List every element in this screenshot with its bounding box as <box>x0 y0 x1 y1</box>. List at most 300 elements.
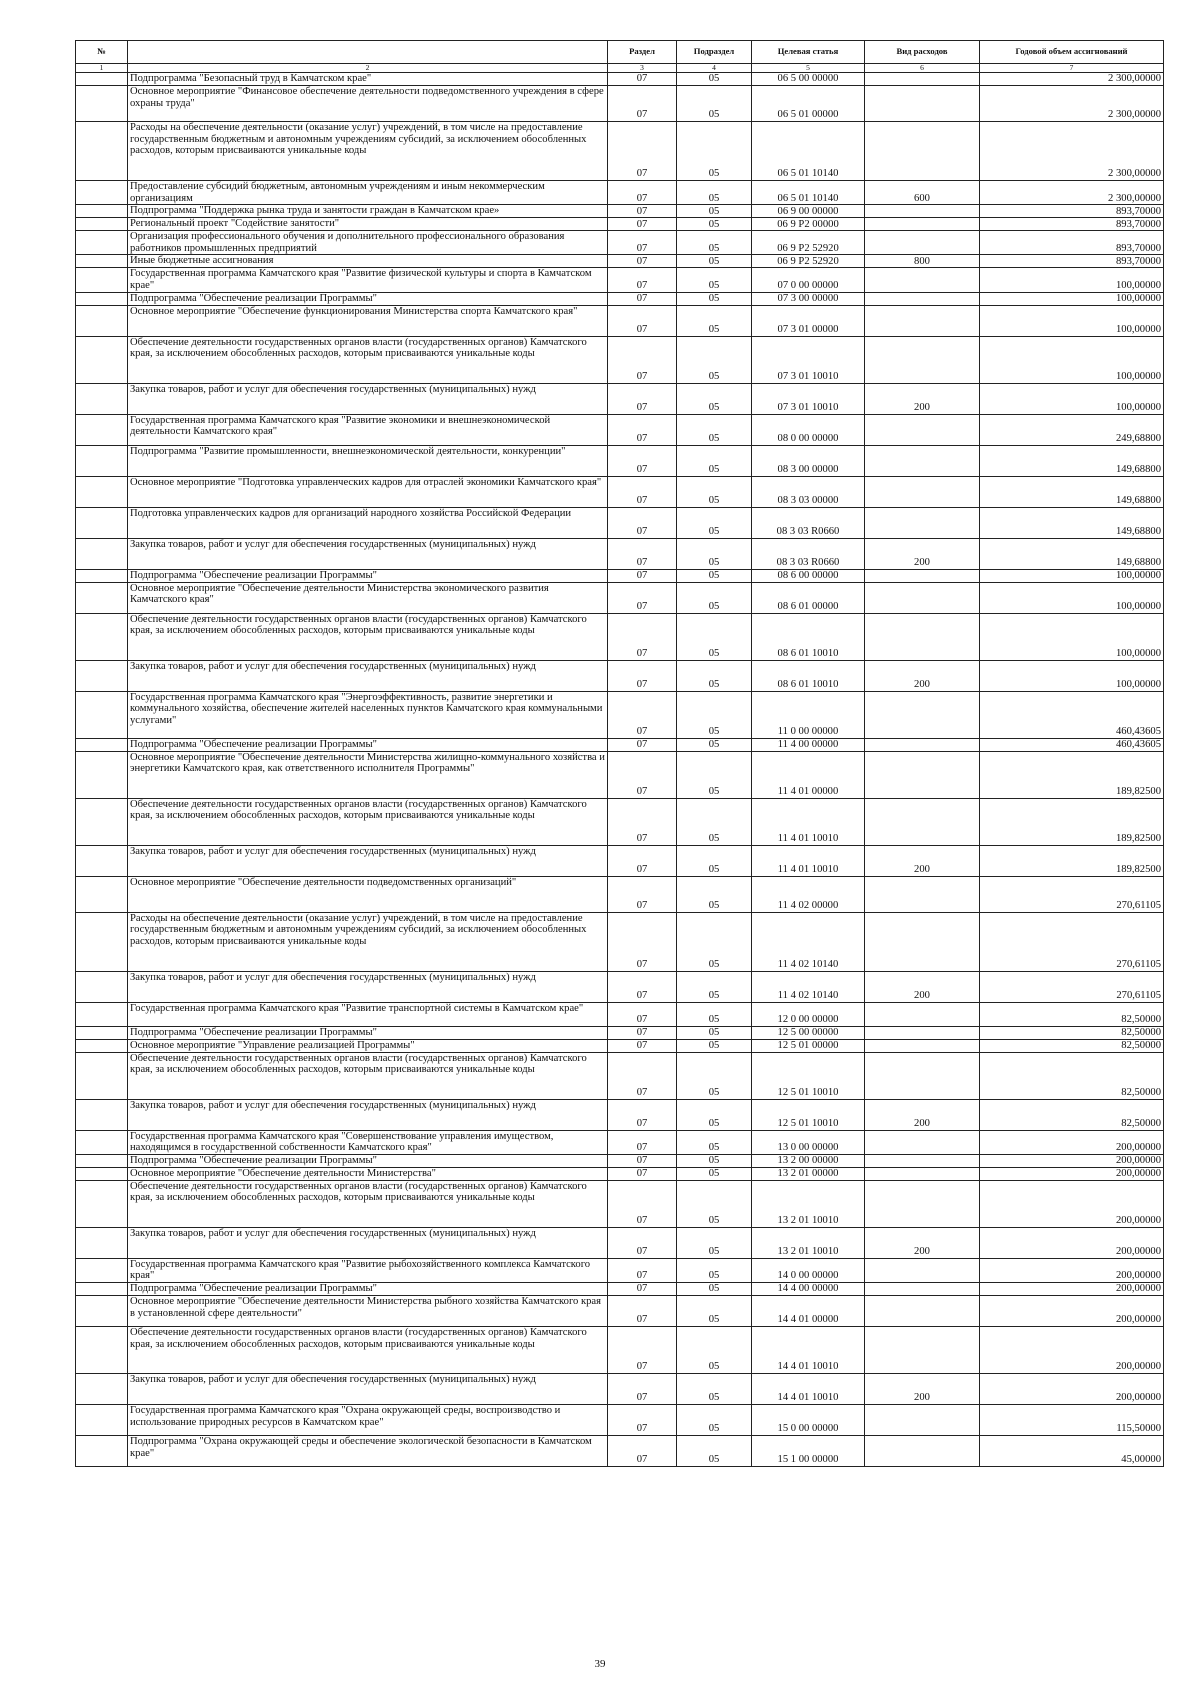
cell-section: 07 <box>608 1258 677 1282</box>
header-expense-type: Вид расходов <box>865 41 980 64</box>
cell-expense-type: 200 <box>865 660 980 691</box>
cell-no <box>76 336 128 383</box>
cell-amount: 82,50000 <box>980 1002 1164 1026</box>
cell-name: Основное мероприятие "Обеспечение деятельности Министерства экономического развития Камчатского края" <box>128 582 608 613</box>
cell-subsection: 05 <box>677 691 752 738</box>
cell-subsection: 05 <box>677 1326 752 1373</box>
header-target-article: Целевая статья <box>752 41 865 64</box>
cell-subsection: 05 <box>677 268 752 292</box>
table-row <box>76 845 1164 876</box>
cell-subsection: 05 <box>677 876 752 912</box>
cell-section: 07 <box>608 218 677 231</box>
cell-name: Подпрограмма "Обеспечение реализации Программы" <box>128 738 608 751</box>
cell-target-article: 14 4 00 00000 <box>752 1282 865 1295</box>
cell-name: Расходы на обеспечение деятельности (оказание услуг) учреждений, в том числе на предоставление государственным бюджетным и автономным учреждениям субсидий, за исключением обособленных расходов, которым присваиваются уникальные коды <box>128 122 608 181</box>
cell-subsection: 05 <box>677 738 752 751</box>
cell-target-article: 08 0 00 00000 <box>752 414 865 445</box>
cell-no <box>76 1180 128 1227</box>
table-row <box>76 876 1164 912</box>
cell-no <box>76 1326 128 1373</box>
cell-amount: 200,00000 <box>980 1130 1164 1154</box>
cell-name: Государственная программа Камчатского края "Охрана окружающей среды, воспроизводство и использование природных ресурсов в Камчатском крае" <box>128 1404 608 1435</box>
header-no: № <box>76 41 128 64</box>
cell-target-article: 08 3 03 R0660 <box>752 507 865 538</box>
cell-amount: 2 300,00000 <box>980 122 1164 181</box>
cell-target-article: 12 5 01 10010 <box>752 1052 865 1099</box>
cell-amount: 100,00000 <box>980 336 1164 383</box>
cell-section: 07 <box>608 1227 677 1258</box>
cell-expense-type <box>865 798 980 845</box>
cell-no <box>76 538 128 569</box>
cell-name: Основное мероприятие "Обеспечение деятельности подведомственных организаций" <box>128 876 608 912</box>
cell-section: 07 <box>608 476 677 507</box>
cell-no <box>76 292 128 305</box>
cell-subsection: 05 <box>677 414 752 445</box>
cell-subsection: 05 <box>677 912 752 971</box>
cell-subsection: 05 <box>677 73 752 86</box>
cell-amount: 2 300,00000 <box>980 86 1164 122</box>
table-row <box>76 582 1164 613</box>
cell-target-article: 11 4 01 00000 <box>752 751 865 798</box>
cell-subsection: 05 <box>677 205 752 218</box>
cell-amount: 100,00000 <box>980 305 1164 336</box>
table-row <box>76 1052 1164 1099</box>
cell-no <box>76 1258 128 1282</box>
cell-expense-type: 200 <box>865 971 980 1002</box>
cell-section: 07 <box>608 86 677 122</box>
cell-no <box>76 798 128 845</box>
cell-expense-type: 600 <box>865 181 980 205</box>
table-row <box>76 1180 1164 1227</box>
cell-name: Подпрограмма "Обеспечение реализации Программы" <box>128 569 608 582</box>
table-row <box>76 1039 1164 1052</box>
table-row <box>76 336 1164 383</box>
cell-no <box>76 218 128 231</box>
cell-subsection: 05 <box>677 1002 752 1026</box>
cell-target-article: 11 4 02 10140 <box>752 971 865 1002</box>
cell-section: 07 <box>608 414 677 445</box>
cell-section: 07 <box>608 798 677 845</box>
cell-subsection: 05 <box>677 1373 752 1404</box>
cell-amount: 270,61105 <box>980 876 1164 912</box>
cell-target-article: 07 3 01 10010 <box>752 336 865 383</box>
cell-name: Подпрограмма "Обеспечение реализации Программы" <box>128 1282 608 1295</box>
table-row <box>76 691 1164 738</box>
cell-amount: 100,00000 <box>980 569 1164 582</box>
cell-target-article: 06 5 00 00000 <box>752 73 865 86</box>
cell-subsection: 05 <box>677 86 752 122</box>
cell-target-article: 06 9 P2 52920 <box>752 231 865 255</box>
cell-section: 07 <box>608 1167 677 1180</box>
cell-no <box>76 86 128 122</box>
cell-target-article: 14 4 01 10010 <box>752 1373 865 1404</box>
cell-name: Государственная программа Камчатского края "Энергоэффективность, развитие энергетики и коммунального хозяйства, обеспечение жителей населенных пунктов Камчатского края коммунальными услугами" <box>128 691 608 738</box>
table-row <box>76 205 1164 218</box>
cell-target-article: 08 6 01 10010 <box>752 613 865 660</box>
table-row <box>76 613 1164 660</box>
cell-target-article: 11 0 00 00000 <box>752 691 865 738</box>
cell-section: 07 <box>608 1404 677 1435</box>
cell-expense-type <box>865 1039 980 1052</box>
column-number: 7 <box>980 64 1164 73</box>
table-row <box>76 255 1164 268</box>
header-subsection: Подраздел <box>677 41 752 64</box>
cell-amount: 893,70000 <box>980 218 1164 231</box>
cell-amount: 100,00000 <box>980 660 1164 691</box>
cell-section: 07 <box>608 383 677 414</box>
cell-subsection: 05 <box>677 660 752 691</box>
cell-amount: 149,68800 <box>980 538 1164 569</box>
column-number: 5 <box>752 64 865 73</box>
cell-no <box>76 1026 128 1039</box>
cell-expense-type <box>865 1435 980 1466</box>
cell-section: 07 <box>608 569 677 582</box>
cell-subsection: 05 <box>677 181 752 205</box>
cell-target-article: 08 3 00 00000 <box>752 445 865 476</box>
cell-name: Иные бюджетные ассигнования <box>128 255 608 268</box>
cell-amount: 893,70000 <box>980 205 1164 218</box>
table-row <box>76 1167 1164 1180</box>
cell-no <box>76 1435 128 1466</box>
cell-subsection: 05 <box>677 1167 752 1180</box>
table-row <box>76 1002 1164 1026</box>
cell-subsection: 05 <box>677 445 752 476</box>
cell-section: 07 <box>608 1039 677 1052</box>
cell-target-article: 06 9 P2 00000 <box>752 218 865 231</box>
cell-amount: 149,68800 <box>980 445 1164 476</box>
cell-no <box>76 305 128 336</box>
cell-expense-type <box>865 1282 980 1295</box>
cell-subsection: 05 <box>677 336 752 383</box>
cell-name: Подпрограмма "Обеспечение реализации Программы" <box>128 1026 608 1039</box>
table-row <box>76 1282 1164 1295</box>
cell-amount: 893,70000 <box>980 255 1164 268</box>
cell-no <box>76 1099 128 1130</box>
cell-subsection: 05 <box>677 798 752 845</box>
cell-target-article: 15 0 00 00000 <box>752 1404 865 1435</box>
cell-subsection: 05 <box>677 305 752 336</box>
cell-expense-type <box>865 305 980 336</box>
cell-name: Основное мероприятие "Обеспечение деятельности Министерства рыбного хозяйства Камчатского края в установленной сфере деятельности" <box>128 1295 608 1326</box>
cell-no <box>76 1295 128 1326</box>
cell-expense-type <box>865 73 980 86</box>
cell-no <box>76 1039 128 1052</box>
table-row <box>76 798 1164 845</box>
cell-expense-type: 200 <box>865 845 980 876</box>
cell-expense-type <box>865 1052 980 1099</box>
cell-amount: 82,50000 <box>980 1039 1164 1052</box>
cell-name: Обеспечение деятельности государственных органов власти (государственных органов) Камчатского края, за исключением обособленных расходов, которым присваиваются уникальные коды <box>128 613 608 660</box>
cell-expense-type <box>865 876 980 912</box>
cell-no <box>76 582 128 613</box>
table-row <box>76 569 1164 582</box>
cell-name: Обеспечение деятельности государственных органов власти (государственных органов) Камчатского края, за исключением обособленных расходов, которым присваиваются уникальные коды <box>128 798 608 845</box>
cell-expense-type <box>865 205 980 218</box>
cell-no <box>76 255 128 268</box>
cell-expense-type <box>865 613 980 660</box>
cell-target-article: 08 6 00 00000 <box>752 569 865 582</box>
cell-target-article: 11 4 02 00000 <box>752 876 865 912</box>
cell-name: Закупка товаров, работ и услуг для обеспечения государственных (муниципальных) нужд <box>128 1373 608 1404</box>
cell-no <box>76 738 128 751</box>
cell-amount: 189,82500 <box>980 845 1164 876</box>
cell-no <box>76 476 128 507</box>
cell-expense-type <box>865 1154 980 1167</box>
cell-expense-type <box>865 1167 980 1180</box>
cell-expense-type <box>865 1404 980 1435</box>
cell-section: 07 <box>608 181 677 205</box>
cell-subsection: 05 <box>677 507 752 538</box>
cell-subsection: 05 <box>677 1099 752 1130</box>
cell-amount: 100,00000 <box>980 383 1164 414</box>
cell-name: Государственная программа Камчатского края "Совершенствование управления имуществом, находящимся в государственной собственности Камчатского края" <box>128 1130 608 1154</box>
cell-no <box>76 231 128 255</box>
cell-amount: 200,00000 <box>980 1258 1164 1282</box>
table-row <box>76 971 1164 1002</box>
cell-name: Обеспечение деятельности государственных органов власти (государственных органов) Камчатского края, за исключением обособленных расходов, которым присваиваются уникальные коды <box>128 1052 608 1099</box>
cell-target-article: 15 1 00 00000 <box>752 1435 865 1466</box>
cell-amount: 82,50000 <box>980 1052 1164 1099</box>
cell-expense-type <box>865 86 980 122</box>
cell-no <box>76 1167 128 1180</box>
cell-expense-type <box>865 1002 980 1026</box>
cell-section: 07 <box>608 1295 677 1326</box>
table-row <box>76 445 1164 476</box>
cell-amount: 100,00000 <box>980 613 1164 660</box>
table-row <box>76 660 1164 691</box>
cell-no <box>76 1052 128 1099</box>
table-row <box>76 1130 1164 1154</box>
cell-section: 07 <box>608 1130 677 1154</box>
table-row <box>76 1373 1164 1404</box>
cell-amount: 82,50000 <box>980 1099 1164 1130</box>
cell-expense-type <box>865 1326 980 1373</box>
cell-section: 07 <box>608 268 677 292</box>
cell-amount: 249,68800 <box>980 414 1164 445</box>
cell-subsection: 05 <box>677 1258 752 1282</box>
cell-subsection: 05 <box>677 538 752 569</box>
cell-name: Основное мероприятие "Управление реализацией Программы" <box>128 1039 608 1052</box>
cell-name: Основное мероприятие "Обеспечение деятельности Министерства жилищно-коммунального хозяйства и энергетики Камчатского края, как ответственного исполнителя Программы" <box>128 751 608 798</box>
cell-target-article: 14 0 00 00000 <box>752 1258 865 1282</box>
cell-no <box>76 73 128 86</box>
cell-expense-type: 200 <box>865 538 980 569</box>
cell-no <box>76 507 128 538</box>
cell-no <box>76 1227 128 1258</box>
cell-expense-type: 200 <box>865 1227 980 1258</box>
table-row <box>76 538 1164 569</box>
table-row <box>76 1404 1164 1435</box>
cell-section: 07 <box>608 876 677 912</box>
cell-expense-type <box>865 218 980 231</box>
cell-name: Подпрограмма "Охрана окружающей среды и обеспечение экологической безопасности в Камчатском крае" <box>128 1435 608 1466</box>
cell-no <box>76 1002 128 1026</box>
cell-subsection: 05 <box>677 582 752 613</box>
column-number: 2 <box>128 64 608 73</box>
cell-amount: 200,00000 <box>980 1373 1164 1404</box>
cell-target-article: 08 3 03 R0660 <box>752 538 865 569</box>
cell-section: 07 <box>608 738 677 751</box>
cell-subsection: 05 <box>677 122 752 181</box>
table-body <box>76 73 1164 1467</box>
cell-subsection: 05 <box>677 1180 752 1227</box>
cell-expense-type <box>865 751 980 798</box>
cell-no <box>76 1130 128 1154</box>
cell-name: Государственная программа Камчатского края "Развитие физической культуры и спорта в Камчатском крае" <box>128 268 608 292</box>
cell-expense-type <box>865 912 980 971</box>
table-row <box>76 181 1164 205</box>
cell-target-article: 07 3 01 00000 <box>752 305 865 336</box>
cell-amount: 200,00000 <box>980 1154 1164 1167</box>
table-row <box>76 122 1164 181</box>
cell-name: Подготовка управленческих кадров для организаций народного хозяйства Российской Федерации <box>128 507 608 538</box>
cell-subsection: 05 <box>677 1435 752 1466</box>
cell-amount: 149,68800 <box>980 507 1164 538</box>
table-row <box>76 1026 1164 1039</box>
cell-no <box>76 845 128 876</box>
cell-no <box>76 414 128 445</box>
table-row <box>76 268 1164 292</box>
cell-no <box>76 1282 128 1295</box>
cell-expense-type <box>865 292 980 305</box>
cell-expense-type <box>865 476 980 507</box>
table-row <box>76 1326 1164 1373</box>
cell-section: 07 <box>608 660 677 691</box>
cell-name: Организация профессионального обучения и дополнительного профессионального образования работников промышленных предприятий <box>128 231 608 255</box>
cell-subsection: 05 <box>677 1154 752 1167</box>
cell-amount: 100,00000 <box>980 582 1164 613</box>
cell-amount: 200,00000 <box>980 1295 1164 1326</box>
cell-subsection: 05 <box>677 1227 752 1258</box>
column-number-row <box>76 64 1164 73</box>
cell-amount: 2 300,00000 <box>980 181 1164 205</box>
cell-expense-type <box>865 569 980 582</box>
table-row <box>76 73 1164 86</box>
cell-section: 07 <box>608 1099 677 1130</box>
cell-section: 07 <box>608 845 677 876</box>
cell-target-article: 08 3 03 00000 <box>752 476 865 507</box>
cell-subsection: 05 <box>677 1026 752 1039</box>
cell-expense-type <box>865 1258 980 1282</box>
cell-section: 07 <box>608 613 677 660</box>
table-row <box>76 1154 1164 1167</box>
table-row <box>76 1227 1164 1258</box>
cell-amount: 200,00000 <box>980 1282 1164 1295</box>
cell-subsection: 05 <box>677 971 752 1002</box>
cell-section: 07 <box>608 507 677 538</box>
cell-subsection: 05 <box>677 218 752 231</box>
cell-expense-type <box>865 414 980 445</box>
column-number: 1 <box>76 64 128 73</box>
cell-name: Подпрограмма "Безопасный труд в Камчатском крае" <box>128 73 608 86</box>
cell-amount: 200,00000 <box>980 1167 1164 1180</box>
cell-expense-type <box>865 1180 980 1227</box>
cell-name: Основное мероприятие "Финансовое обеспечение деятельности подведомственного учреждения в сфере охраны труда" <box>128 86 608 122</box>
table-row <box>76 383 1164 414</box>
cell-subsection: 05 <box>677 231 752 255</box>
table-row <box>76 86 1164 122</box>
table-row <box>76 1258 1164 1282</box>
cell-target-article: 14 4 01 10010 <box>752 1326 865 1373</box>
cell-expense-type <box>865 336 980 383</box>
cell-subsection: 05 <box>677 751 752 798</box>
cell-expense-type <box>865 1295 980 1326</box>
header-section: Раздел <box>608 41 677 64</box>
cell-target-article: 12 0 00 00000 <box>752 1002 865 1026</box>
cell-amount: 2 300,00000 <box>980 73 1164 86</box>
cell-expense-type <box>865 507 980 538</box>
cell-target-article: 12 5 00 00000 <box>752 1026 865 1039</box>
cell-section: 07 <box>608 73 677 86</box>
cell-name: Расходы на обеспечение деятельности (оказание услуг) учреждений, в том числе на предоставление государственным бюджетным и автономным учреждениям субсидий, за исключением обособленных расходов, которым присваиваются уникальные коды <box>128 912 608 971</box>
cell-no <box>76 122 128 181</box>
cell-expense-type <box>865 231 980 255</box>
cell-no <box>76 1154 128 1167</box>
cell-section: 07 <box>608 255 677 268</box>
cell-name: Закупка товаров, работ и услуг для обеспечения государственных (муниципальных) нужд <box>128 845 608 876</box>
cell-section: 07 <box>608 751 677 798</box>
cell-target-article: 13 2 00 00000 <box>752 1154 865 1167</box>
cell-subsection: 05 <box>677 383 752 414</box>
cell-section: 07 <box>608 292 677 305</box>
cell-no <box>76 613 128 660</box>
table-row <box>76 231 1164 255</box>
cell-section: 07 <box>608 1026 677 1039</box>
cell-name: Подпрограмма "Поддержка рынка труда и занятости граждан в Камчатском крае» <box>128 205 608 218</box>
cell-no <box>76 268 128 292</box>
cell-section: 07 <box>608 691 677 738</box>
cell-amount: 460,43605 <box>980 738 1164 751</box>
cell-expense-type <box>865 738 980 751</box>
cell-subsection: 05 <box>677 1282 752 1295</box>
cell-name: Государственная программа Камчатского края "Развитие экономики и внешнеэкономической деятельности Камчатского края" <box>128 414 608 445</box>
cell-target-article: 13 0 00 00000 <box>752 1130 865 1154</box>
cell-name: Обеспечение деятельности государственных органов власти (государственных органов) Камчатского края, за исключением обособленных расходов, которым присваиваются уникальные коды <box>128 1326 608 1373</box>
cell-target-article: 13 2 01 10010 <box>752 1180 865 1227</box>
cell-target-article: 06 9 P2 52920 <box>752 255 865 268</box>
cell-section: 07 <box>608 1180 677 1227</box>
cell-target-article: 12 5 01 10010 <box>752 1099 865 1130</box>
cell-target-article: 06 5 01 10140 <box>752 122 865 181</box>
cell-subsection: 05 <box>677 1404 752 1435</box>
cell-name: Предоставление субсидий бюджетным, автономным учреждениям и иным некоммерческим организациям <box>128 181 608 205</box>
cell-no <box>76 660 128 691</box>
cell-name: Государственная программа Камчатского края "Развитие транспортной системы в Камчатском крае" <box>128 1002 608 1026</box>
cell-expense-type <box>865 445 980 476</box>
cell-target-article: 07 3 00 00000 <box>752 292 865 305</box>
cell-amount: 200,00000 <box>980 1326 1164 1373</box>
cell-target-article: 13 2 01 00000 <box>752 1167 865 1180</box>
cell-section: 07 <box>608 1154 677 1167</box>
cell-subsection: 05 <box>677 476 752 507</box>
cell-target-article: 11 4 00 00000 <box>752 738 865 751</box>
table-row <box>76 751 1164 798</box>
cell-name: Закупка товаров, работ и услуг для обеспечения государственных (муниципальных) нужд <box>128 971 608 1002</box>
cell-section: 07 <box>608 912 677 971</box>
table-row <box>76 305 1164 336</box>
cell-expense-type <box>865 122 980 181</box>
cell-section: 07 <box>608 1282 677 1295</box>
cell-section: 07 <box>608 122 677 181</box>
table-row <box>76 912 1164 971</box>
cell-no <box>76 751 128 798</box>
cell-amount: 200,00000 <box>980 1227 1164 1258</box>
cell-amount: 893,70000 <box>980 231 1164 255</box>
cell-expense-type: 200 <box>865 383 980 414</box>
cell-no <box>76 445 128 476</box>
column-number: 3 <box>608 64 677 73</box>
table-row <box>76 738 1164 751</box>
